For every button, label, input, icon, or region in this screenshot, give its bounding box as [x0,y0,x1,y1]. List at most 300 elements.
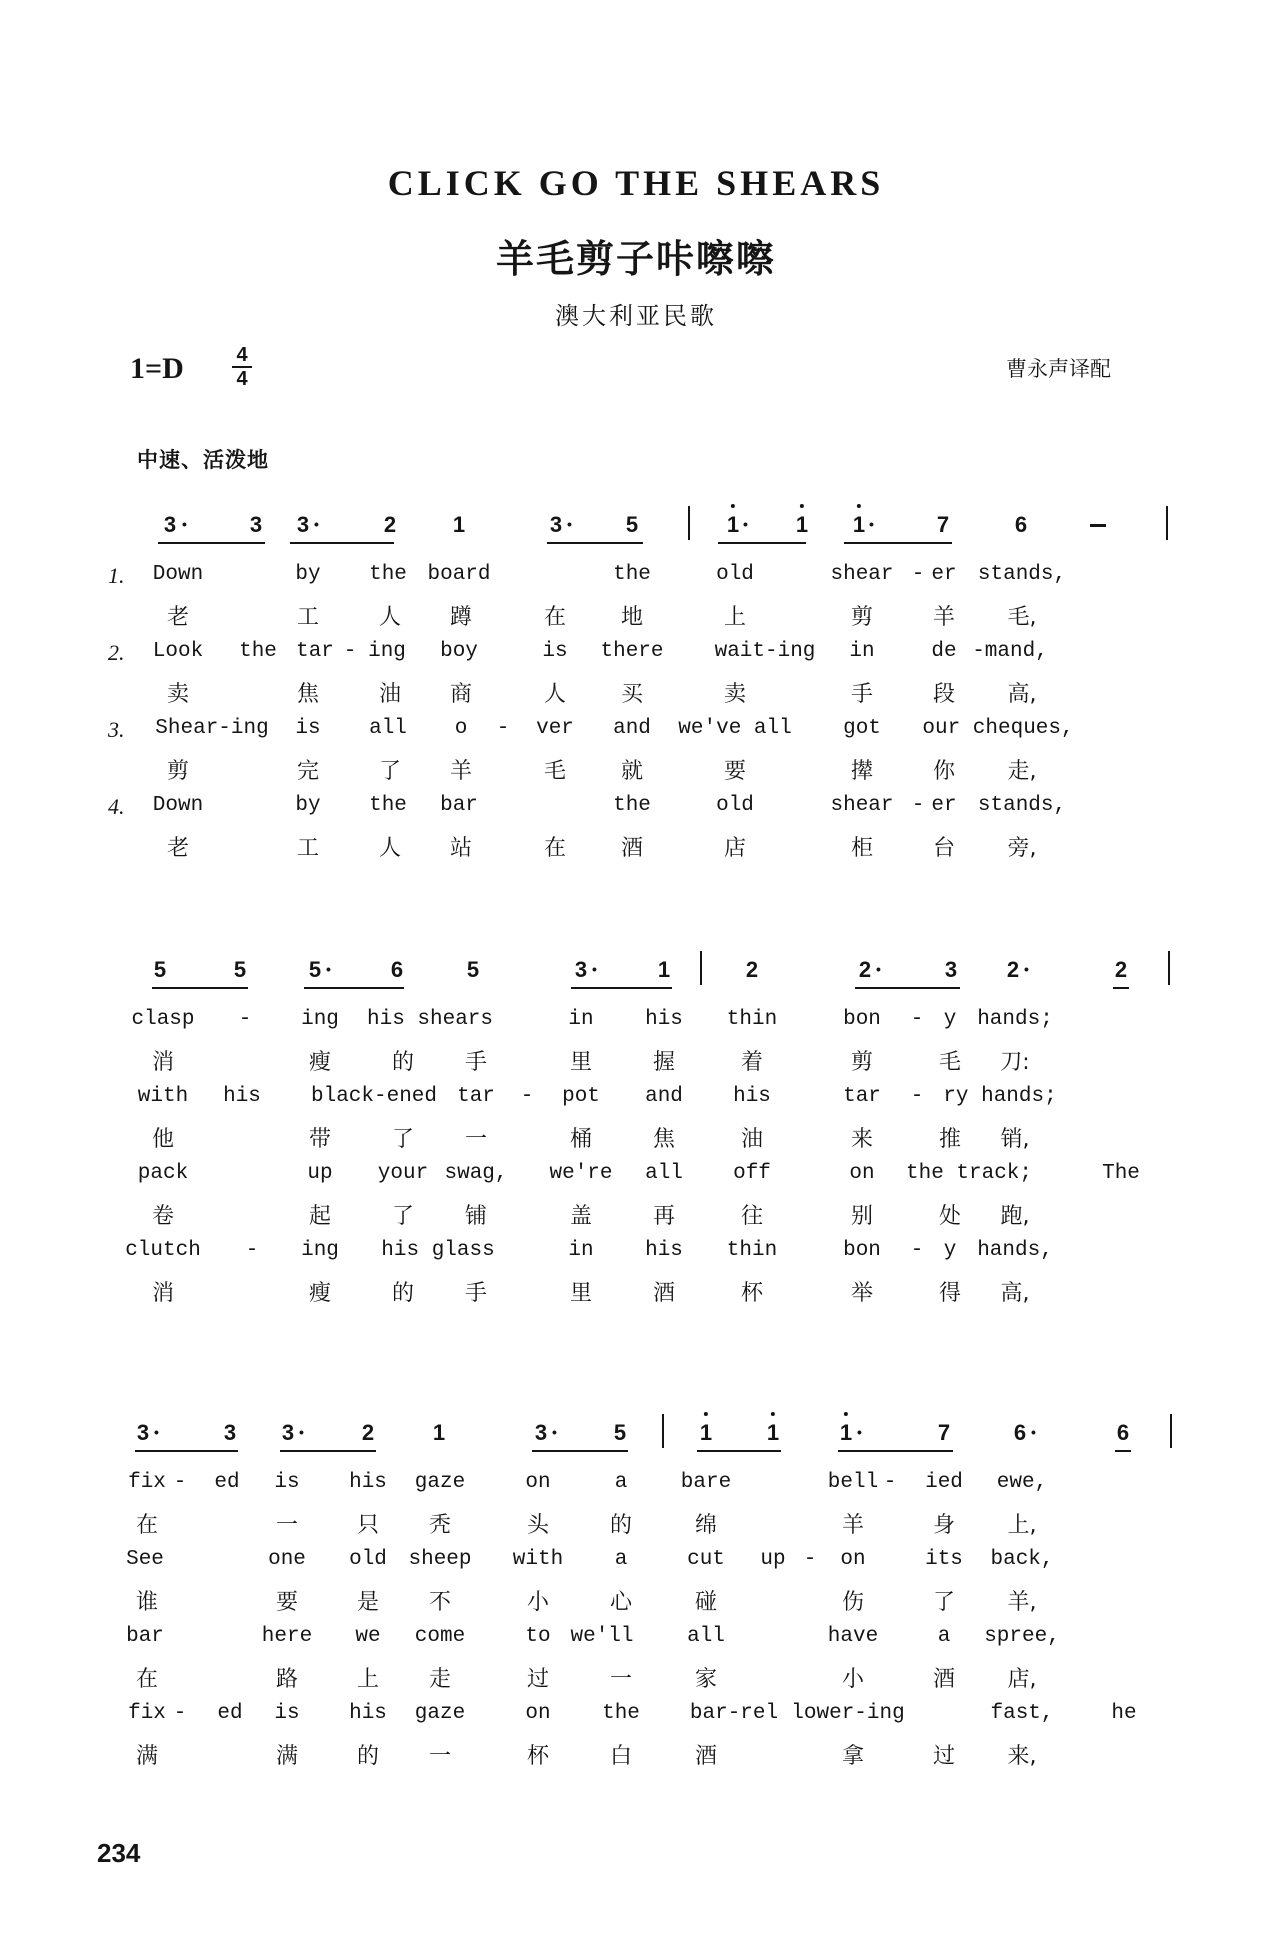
lyric-word-english: his [645,1239,683,1262]
lyric-word-chinese: 头 [526,1513,550,1538]
note [137,1420,149,1446]
note-digit: 7 [937,1420,951,1445]
note [535,1420,547,1446]
lyric-word-english: in [849,640,875,663]
lyric-word-english: pot [562,1085,600,1108]
note [626,512,638,538]
song-origin: 澳大利亚民歌 [555,302,717,330]
lyric-word-chinese: 白 [609,1744,633,1769]
note [575,957,587,983]
underline-beam [1113,987,1129,989]
lyric-word-english: Down [152,794,204,817]
note [767,1420,779,1446]
lyric-word-chinese: 毛 [938,1050,962,1075]
underline-beam [855,987,960,989]
lyric-word-english: ry hands; [943,1085,1057,1108]
verse-number: 3. [108,717,125,742]
lyric-word-english: hands, [977,1239,1053,1262]
note-digit: 7 [936,512,950,537]
lyric-word-english: - [496,717,510,740]
lyric-word-chinese: 来 [850,1127,874,1152]
lyric-word-english: y [943,1239,957,1262]
lyric-word-english: his shears [366,1008,494,1031]
lyric-word-chinese: 过 [932,1744,956,1769]
note-digit: 3 [944,957,958,982]
note-digit: 3 [534,1420,548,1445]
lyric-word-english: y [943,1008,957,1031]
note-digit: 6 [1116,1420,1130,1445]
lyric-word-english: swag, [444,1162,508,1185]
note [1117,1420,1129,1446]
note [234,957,246,983]
lyric-word-chinese: 瘦 [308,1050,332,1075]
lyric-word-english: the [602,1702,640,1725]
note [224,1420,236,1446]
lyric-word-english: his [349,1702,387,1725]
lyric-word-english: by [295,563,321,586]
underline-beam [838,1450,953,1452]
lyric-word-english: - [911,794,925,817]
barline [1170,1414,1172,1448]
lyric-word-english: with [512,1548,564,1571]
lyric-word-english: - [343,640,357,663]
underline-beam [152,987,248,989]
lyric-word-english: bar [440,794,478,817]
lyric-word-english: tar [296,640,334,663]
lyric-word-english: fix [128,1702,166,1725]
lyric-word-chinese: 一 [464,1127,488,1152]
lyric-word-chinese: 跑, [1000,1204,1030,1229]
lyric-word-english: we [355,1625,381,1648]
lyric-word-english: the [239,640,277,663]
note-digit: 3 [296,512,310,537]
lyric-word-english: boy [440,640,478,663]
lyric-word-chinese: 剪 [850,605,874,630]
note [840,1420,852,1446]
note [853,512,865,538]
lyric-word-chinese: 酒 [652,1281,676,1306]
lyric-word-chinese: 里 [569,1281,593,1306]
augmentation-dot: • [299,1424,304,1440]
lyric-word-chinese: 过 [526,1667,550,1692]
note [614,1420,626,1446]
lyric-word-english: his [645,1008,683,1031]
lyric-word-english: your [377,1162,429,1185]
lyric-word-chinese: 工 [296,605,320,630]
lyric-word-chinese: 撵 [850,759,874,784]
lyric-word-english: bon [843,1239,881,1262]
lyric-word-english: shear [830,563,894,586]
lyric-word-chinese: 商 [449,682,473,707]
note [1014,1420,1026,1446]
lyric-word-chinese: 了 [391,1127,415,1152]
arranger-credit: 曹永声译配 [1006,357,1111,381]
lyric-word-chinese: 小 [841,1667,865,1692]
note [282,1420,294,1446]
lyric-word-english: his [349,1471,387,1494]
lyric-word-english: his [223,1085,261,1108]
lyric-word-chinese: 人 [378,605,402,630]
lyric-word-english: - [245,1239,259,1262]
lyric-word-chinese: 握 [652,1050,676,1075]
lyric-word-english: we'll [570,1625,634,1648]
lyric-word-chinese: 销, [1000,1127,1030,1152]
lyric-word-english: bon [843,1008,881,1031]
lyric-word-chinese: 要 [275,1590,299,1615]
note-digit: 1 [452,512,466,537]
lyric-word-chinese: 往 [740,1204,764,1229]
lyric-word-english: his glass [381,1239,495,1262]
lyric-word-chinese: 了 [378,759,402,784]
lyric-word-english: is [295,717,321,740]
lyric-word-chinese: 台 [932,836,956,861]
lyric-word-english: is [274,1471,300,1494]
lyric-word-chinese: 上 [356,1667,380,1692]
lyric-word-chinese: 毛, [1007,605,1037,630]
lyric-word-chinese: 了 [391,1204,415,1229]
verse-number: 2. [108,640,125,665]
lyric-word-english: up [760,1548,786,1571]
note-digit: 2 [1006,957,1020,982]
lyric-word-english: Shear-ing [155,717,269,740]
lyric-word-chinese: 高, [1007,682,1037,707]
lyric-word-chinese: 老 [166,836,190,861]
lyric-word-chinese: 酒 [932,1667,956,1692]
lyric-word-english: clasp [131,1008,195,1031]
lyric-word-english: er [931,563,957,586]
lyric-word-english: Look [152,640,204,663]
key-signature: 1=D [130,352,184,385]
lyric-word-chinese: 就 [620,759,644,784]
lyric-word-chinese: 地 [620,605,644,630]
lyric-word-chinese: 推 [938,1127,962,1152]
note-digit: 5 [613,1420,627,1445]
lyric-word-english: lower-ing [791,1702,905,1725]
lyric-word-chinese: 蹲 [449,605,473,630]
lyric-word-english: all [687,1625,725,1648]
note-digit: 2 [745,957,759,982]
lyric-word-english: - [910,1008,924,1031]
lyric-word-english: in [568,1239,594,1262]
augmentation-dot: • [182,516,187,532]
lyric-word-chinese: 走 [428,1667,452,1692]
lyric-word-english: old [716,794,754,817]
lyric-word-chinese: 手 [464,1281,488,1306]
lyric-word-english: shear [830,794,894,817]
augmentation-dot: • [314,516,319,532]
note-digit: 3 [281,1420,295,1445]
lyric-word-chinese: 在 [543,836,567,861]
lyric-word-chinese: 手 [464,1050,488,1075]
lyric-word-chinese: 柜 [850,836,874,861]
lyric-word-chinese: 得 [938,1281,962,1306]
lyric-word-chinese: 卷 [151,1204,175,1229]
lyric-word-chinese: 杯 [740,1281,764,1306]
lyric-word-english: Down [152,563,204,586]
song-title-english: CLICK GO THE SHEARS [387,163,885,203]
lyric-word-english: up [307,1162,333,1185]
lyric-word-english: - [173,1702,187,1725]
note [796,512,808,538]
lyric-word-english: ing [368,640,406,663]
lyric-word-chinese: 瘦 [308,1281,332,1306]
note-digit: 6 [1013,1420,1027,1445]
note-digit: 3 [574,957,588,982]
lyric-word-chinese: 起 [308,1204,332,1229]
lyric-word-chinese: 旁, [1007,836,1037,861]
lyric-word-chinese: 的 [391,1050,415,1075]
lyric-word-chinese: 高, [1000,1281,1030,1306]
note [658,957,670,983]
lyric-word-english: -mand, [972,640,1048,663]
lyric-word-english: off [733,1162,771,1185]
lyric-word-chinese: 消 [151,1050,175,1075]
lyric-word-chinese: 再 [652,1204,676,1229]
lyric-word-chinese: 剪 [166,759,190,784]
lyric-word-english: ied [925,1471,963,1494]
lyric-word-chinese: 拿 [841,1744,865,1769]
lyric-word-chinese: 在 [135,1513,159,1538]
lyric-word-chinese: 卖 [723,682,747,707]
underline-beam [697,1450,781,1452]
underline-beam [844,542,952,544]
underline-beam [158,542,265,544]
lyric-word-english: all [645,1162,683,1185]
lyric-word-english: fix [128,1471,166,1494]
lyric-word-english: bar-rel [689,1702,779,1725]
lyric-word-english: with [137,1085,189,1108]
lyric-word-chinese: 伤 [841,1590,865,1615]
lyric-word-chinese: 羊 [841,1513,865,1538]
note-digit: 2 [858,957,872,982]
note-digit: 5 [233,957,247,982]
underline-beam [280,1450,376,1452]
lyric-word-chinese: 的 [391,1281,415,1306]
lyric-word-chinese: 在 [135,1667,159,1692]
lyric-word-english: ing [301,1008,339,1031]
lyric-word-chinese: 手 [850,682,874,707]
lyric-word-english: a [614,1471,628,1494]
lyric-word-chinese: 上 [723,605,747,630]
lyric-word-english: one [268,1548,306,1571]
lyric-word-chinese: 卖 [166,682,190,707]
lyric-word-english: he [1111,1702,1137,1725]
lyric-word-chinese: 秃 [428,1513,452,1538]
note-digit: 3 [549,512,563,537]
lyric-word-english: - [910,1085,924,1108]
lyric-word-english: wait-ing [714,640,816,663]
octave-dot [857,504,861,508]
lyric-word-english: on [840,1548,866,1571]
lyric-word-chinese: 满 [275,1744,299,1769]
page-number: 234 [97,1838,141,1868]
lyric-word-chinese: 人 [543,682,567,707]
lyric-word-english: come [414,1625,466,1648]
lyric-word-chinese: 家 [694,1667,718,1692]
note-digit: 2 [361,1420,375,1445]
note [746,957,758,983]
lyric-word-english: here [261,1625,313,1648]
underline-beam [304,987,404,989]
barline [700,951,702,985]
lyric-word-chinese: 杯 [526,1744,550,1769]
note [859,957,871,983]
lyric-word-english: thin [726,1008,778,1031]
lyric-word-chinese: 羊 [449,759,473,784]
lyric-word-english: the [369,794,407,817]
lyric-word-chinese: 他 [151,1127,175,1152]
lyric-word-chinese: 在 [543,605,567,630]
lyric-word-chinese: 只 [356,1513,380,1538]
note [154,957,166,983]
note [550,512,562,538]
lyric-word-english: de [931,640,957,663]
lyric-word-chinese: 来, [1007,1744,1037,1769]
lyric-word-english: cut [687,1548,725,1571]
lyric-word-chinese: 走, [1007,759,1037,784]
lyric-word-english: gaze [414,1471,466,1494]
lyric-word-english: - [911,563,925,586]
lyric-word-english: on [525,1702,551,1725]
lyric-word-english: the [369,563,407,586]
lyric-word-english: - [520,1085,534,1108]
lyric-word-english: is [542,640,568,663]
lyric-word-english: is [274,1702,300,1725]
lyric-word-english: ing [301,1239,339,1262]
lyric-word-english: we're [549,1162,613,1185]
note-digit: 1 [795,512,809,537]
lyric-word-english: all [369,717,407,740]
note-digit: 3 [163,512,177,537]
note-digit: 5 [625,512,639,537]
lyric-word-english: hands; [977,1008,1053,1031]
note [433,1420,445,1446]
underline-beam [1115,1450,1131,1452]
underline-beam [290,542,394,544]
note [309,957,321,983]
lyric-word-chinese: 老 [166,605,190,630]
note-digit: 1 [657,957,671,982]
underline-beam [718,542,806,544]
lyric-word-chinese: 消 [151,1281,175,1306]
note [453,512,465,538]
note [727,512,739,538]
lyric-word-english: its [925,1548,963,1571]
lyric-word-english: back, [990,1548,1054,1571]
lyric-word-chinese: 站 [449,836,473,861]
lyric-word-english: gaze [414,1702,466,1725]
note [467,957,479,983]
note [164,512,176,538]
note [1007,957,1019,983]
lyric-word-chinese: 上, [1007,1513,1037,1538]
barline [688,506,690,540]
note-digit: 1 [699,1420,713,1445]
lyric-word-english: See [126,1548,164,1571]
lyric-word-english: old [349,1548,387,1571]
octave-dot [800,504,804,508]
lyric-word-chinese: 的 [609,1513,633,1538]
lyric-word-english: on [525,1471,551,1494]
note-digit: 1 [432,1420,446,1445]
lyric-word-chinese: 油 [378,682,402,707]
lyric-word-chinese: 绵 [694,1513,718,1538]
lyric-word-chinese: 路 [275,1667,299,1692]
lyric-word-chinese: 一 [609,1667,633,1692]
lyric-word-english: and [613,717,651,740]
lyric-word-english: tar [457,1085,495,1108]
note-digit: 6 [390,957,404,982]
verse-number: 1. [108,563,125,588]
lyric-word-english: - [803,1548,817,1571]
verse-number: 4. [108,794,125,819]
lyric-word-english: bar [126,1625,164,1648]
lyric-word-english: stands, [977,794,1067,817]
lyric-word-english: - [173,1471,187,1494]
augmentation-dot: • [743,516,748,532]
note-digit: 1 [852,512,866,537]
lyric-word-chinese: 剪 [850,1050,874,1075]
lyric-word-chinese: 了 [932,1590,956,1615]
note [1115,957,1127,983]
lyric-word-chinese: 小 [526,1590,550,1615]
lyric-word-english: black-ened [310,1085,438,1108]
lyric-word-english: old [716,563,754,586]
lyric-word-chinese: 酒 [694,1744,718,1769]
lyric-word-chinese: 工 [296,836,320,861]
augmentation-dot: • [876,961,881,977]
lyric-word-chinese: 身 [932,1513,956,1538]
lyric-word-english: and [645,1085,683,1108]
lyric-word-english: we've all [678,717,792,740]
note-digit: 5 [153,957,167,982]
lyric-word-english: have [827,1625,879,1648]
lyric-word-english: on [849,1162,875,1185]
lyric-word-chinese: 谁 [135,1590,159,1615]
lyric-word-english: thin [726,1239,778,1262]
octave-dot [704,1412,708,1416]
note [297,512,309,538]
underline-beam [571,987,672,989]
lyric-word-english: o [454,717,468,740]
time-signature-bottom: 4 [236,368,248,390]
lyric-word-chinese: 心 [609,1590,633,1615]
lyric-word-chinese: 买 [620,682,644,707]
note [391,957,403,983]
note [945,957,957,983]
lyric-word-chinese: 毛 [543,759,567,784]
lyric-word-english: ed [214,1471,240,1494]
lyric-word-chinese: 焦 [296,682,320,707]
lyric-word-english: to [525,1625,551,1648]
lyric-word-chinese: 一 [275,1513,299,1538]
lyric-word-english: a [614,1548,628,1571]
lyric-word-english: spree, [984,1625,1060,1648]
lyric-word-chinese: 满 [135,1744,159,1769]
octave-dot [771,1412,775,1416]
lyric-word-chinese: 刀: [1000,1050,1030,1075]
barline [1166,506,1168,540]
underline-beam [532,1450,628,1452]
note-digit: 3 [249,512,263,537]
note-digit: 1 [839,1420,853,1445]
lyric-word-english: ed [217,1702,243,1725]
lyric-word-english: by [295,794,321,817]
time-signature [232,346,252,388]
lyric-word-english: fast, [990,1702,1054,1725]
octave-dot [844,1412,848,1416]
augmentation-dot: • [154,1424,159,1440]
